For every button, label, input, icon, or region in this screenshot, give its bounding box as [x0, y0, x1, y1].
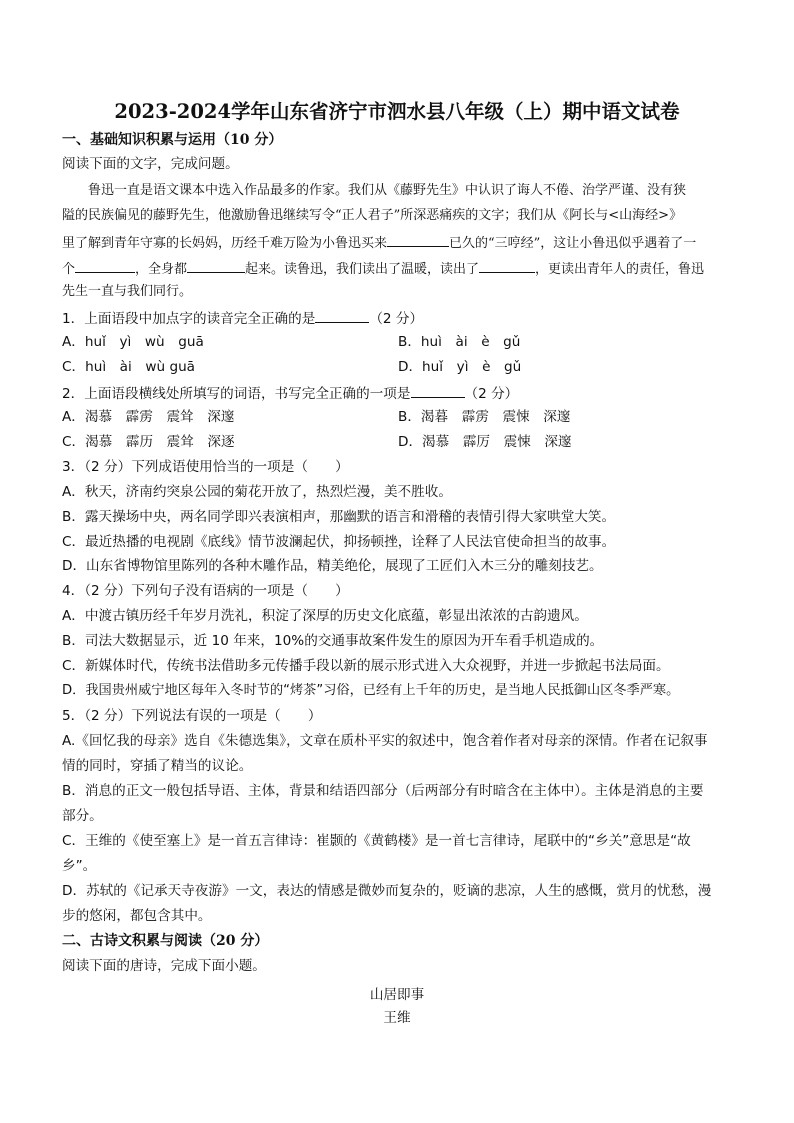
q5-option-b-line-2: 部分。 — [62, 808, 103, 824]
passage-text: 个 — [62, 262, 76, 277]
passage-line-5: 先生一直与我们同行。 — [62, 284, 193, 299]
q2-option-b[interactable]: B．渴暮 霹雳 震悚 深邃 — [398, 409, 571, 425]
section-1-intro: 阅读下面的文字，完成问题。 — [62, 156, 239, 172]
q1-option-d[interactable]: D．huǐ yì è gǔ — [398, 359, 522, 375]
question-score: （2 分） — [369, 311, 424, 327]
passage-line-3 — [62, 232, 734, 253]
q4-option-c[interactable]: C．新媒体时代，传统书法借助多元传播手段以新的展示形式进入大众视野，并进一步掀起书法局面。 — [62, 658, 670, 674]
q5-option-a-line-2: 情的同时，穿插了精当的议论。 — [62, 758, 253, 774]
q5-option-a-line-1[interactable]: A.《回忆我的母亲》选自《朱德选集》，文章在质朴平实的叙述中，饱含着作者对母亲的深情。作者在记叙事 — [62, 733, 708, 749]
question-3-stem: 3．（2 分）下列成语使用恰当的一项是（ ） — [62, 459, 349, 475]
passage-text: 起来。读鲁迅，我们读出了温暖，读出了 — [245, 262, 480, 277]
question-text: 1．上面语段中加点字的读音完全正确的是 — [62, 311, 316, 327]
section-1-heading: 一、基础知识积累与运用（10 分） — [62, 132, 283, 148]
q5-option-d-line-1[interactable]: D．苏轼的《记承天寺夜游》一文，表达的情感是微妙而复杂的，贬谪的悲凉，人生的感慨，赏月的忧愁，漫 — [62, 883, 712, 899]
q5-option-c-line-1[interactable]: C．王维的《使至塞上》是一首五言律诗：崔颢的《黄鹤楼》是一首七言律诗，尾联中的“乡关”意思是“故 — [62, 833, 691, 849]
q3-option-c[interactable]: C．最近热播的电视剧《底线》情节波澜起伏，抑扬顿挫，诠释了人民法官使命担当的故事。 — [62, 534, 616, 550]
passage-text: ，更读出青年人的责任，鲁迅 — [535, 262, 705, 277]
exam-title: 2023-2024学年山东省济宁市泗水县八年级（上）期中语文试卷 — [114, 100, 680, 123]
q5-option-c-line-2: 乡”。 — [62, 858, 97, 874]
q1-option-a[interactable]: A．huǐ yì wù guā — [62, 334, 204, 350]
answer-blank[interactable] — [411, 383, 465, 398]
question-1-stem — [62, 308, 734, 328]
question-2-stem — [62, 383, 734, 403]
q2-option-c[interactable]: C．渴慕 霹历 震耸 深逐 — [62, 434, 235, 450]
passage-text: 已久的“三哼经”，这让小鲁迅似乎遇着了一 — [449, 236, 697, 251]
fill-blank-4[interactable] — [479, 258, 535, 273]
fill-blank-2[interactable] — [75, 258, 135, 273]
question-score: （2 分） — [464, 386, 519, 402]
q1-option-c[interactable]: C．huì ài wù guā — [62, 359, 196, 375]
q2-option-a[interactable]: A．渴慕 霹雳 震耸 深邃 — [62, 409, 235, 425]
q5-option-d-line-2: 步的悠闲，都包含其中。 — [62, 908, 212, 924]
q4-option-b[interactable]: B．司法大数据显示，近 10 年来，10%的交通事故案件发生的原因为开车看手机造成的。 — [62, 633, 604, 649]
q1-option-b[interactable]: B．huì ài è gǔ — [398, 334, 521, 350]
question-5-stem: 5．（2 分）下列说法有误的一项是（ ） — [62, 708, 322, 724]
answer-blank[interactable] — [315, 308, 369, 323]
poem-title: 山居即事 — [369, 987, 425, 1003]
passage-line-4 — [62, 258, 734, 279]
fill-blank-3[interactable] — [187, 258, 245, 273]
q4-option-d[interactable]: D．我国贵州威宁地区每年入冬时节的“烤茶”习俗，已经有上千年的历史，是当地人民抵御山区冬季严寒。 — [62, 683, 680, 698]
poem-author: 王维 — [383, 1010, 411, 1026]
q5-option-b-line-1[interactable]: B．消息的正文一般包括导语、主体，背景和结语四部分（后两部分有时暗含在主体中）。主体是消息的主要 — [62, 783, 704, 799]
q3-option-b[interactable]: B．露天操场中央，两名同学即兴表演相声，那幽默的语言和滑稽的表情引得大家哄堂大笑。 — [62, 509, 616, 525]
q3-option-a[interactable]: A．秋天，济南约突泉公园的菊花开放了，热烈烂漫，美不胜收。 — [62, 484, 452, 500]
section-2-intro: 阅读下面的唐诗，完成下面小题。 — [62, 958, 266, 974]
q4-option-a[interactable]: A．中渡古镇历经千年岁月洗礼，积淀了深厚的历史文化底蕴，彰显出浓浓的古韵遗风。 — [62, 608, 588, 624]
passage-line-2: 隘的民族偏见的藤野先生，他激励鲁迅继续写令“正人君子”所深恶痛疾的文字；我们从《阿长与<山海经>》 — [62, 208, 683, 223]
section-2-heading: 二、古诗文积累与阅读（20 分） — [62, 933, 269, 949]
question-4-stem: 4．（2 分）下列句子没有语病的一项是（ ） — [62, 583, 349, 599]
passage-text: 里了解到青年守寡的长妈妈，历经千难万险为小鲁迅买来 — [62, 236, 388, 251]
q3-option-d[interactable]: D．山东省博物馆里陈列的各种木雕作品，精美绝伦，展现了工匠们入木三分的雕刻技艺。 — [62, 558, 603, 574]
question-text: 2．上面语段横线处所填写的词语，书写完全正确的一项是 — [62, 386, 411, 402]
q2-option-d[interactable]: D．渴慕 霹厉 震悚 深邃 — [398, 434, 572, 450]
passage-line-1: 鲁迅一直是语文课本中选入作品最多的作家。我们从《藤野先生》中认识了诲人不倦、治学严谨、没有狭 — [88, 183, 687, 198]
passage-text: ，全身都 — [135, 262, 188, 277]
fill-blank-1[interactable] — [387, 232, 449, 247]
